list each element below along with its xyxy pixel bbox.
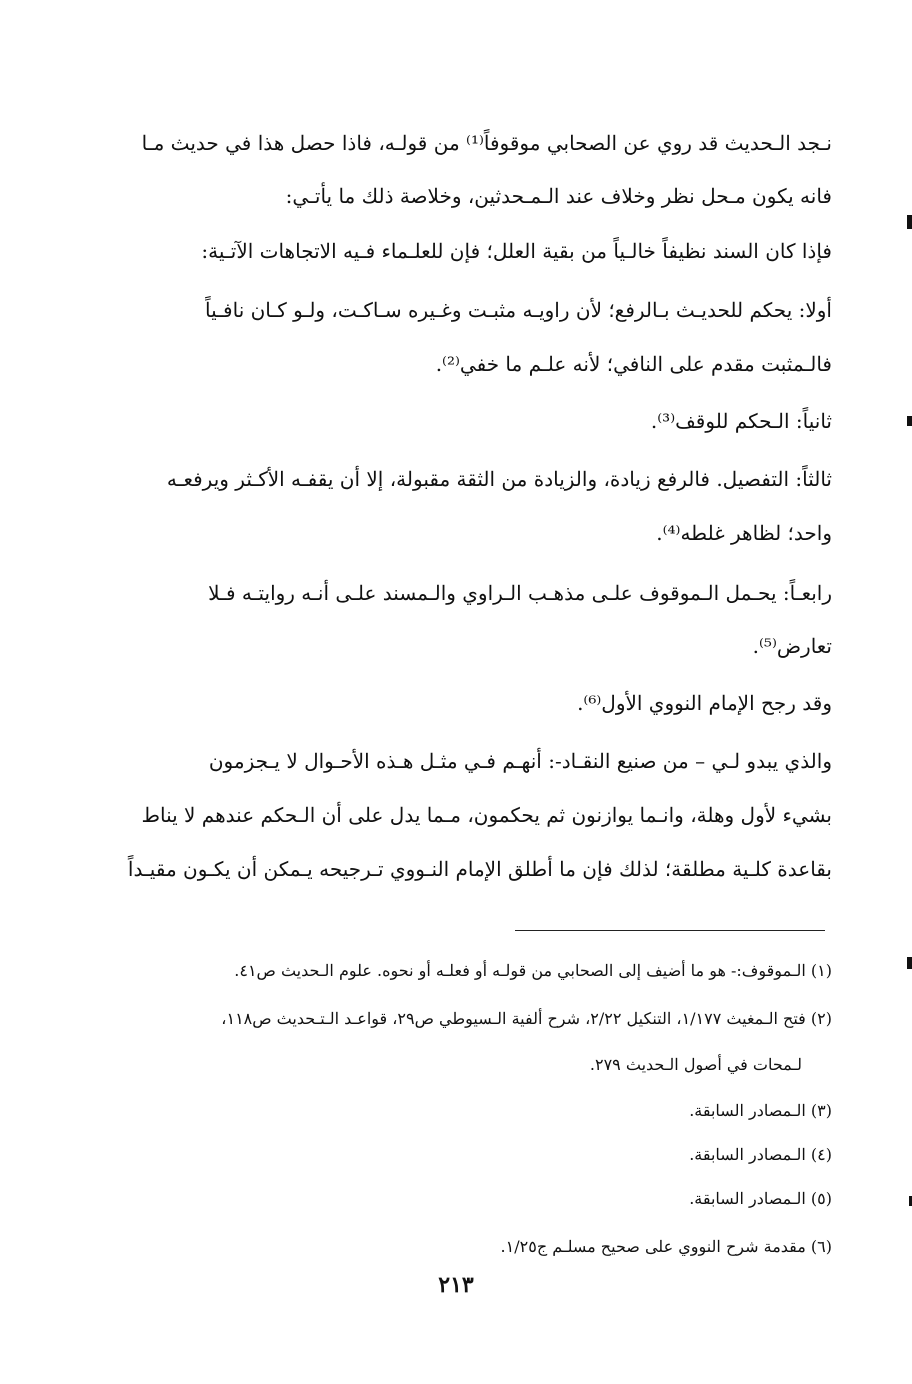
body-line-9: رابعـاً: يحـمل الـموقوف علـى مذهـب الـراوي والـمسند علـى أنـه روايتـه فـلا [208,581,832,605]
margin-mark [907,957,912,969]
margin-mark [907,416,912,426]
footnote-4: (٤) الـمصادر السابقة. [689,1145,832,1164]
body-line-10: تعارض⁽⁵⁾. [752,634,832,658]
footnote-5: (٥) الـمصادر السابقة. [689,1189,832,1208]
footnote-2-continuation: لـمحات في أصول الـحديث ٢٧٩. [589,1055,802,1074]
footnote-2: (٢) فتح الـمغيث ١/١٧٧، التنكيل ٢/٢٢، شرح ألفية الـسيوطي ص٢٩، قواعـد الـتـحديث ص١١٨، [221,1009,832,1028]
body-line-8: واحد؛ لظاهر غلطه⁽⁴⁾. [656,521,832,545]
body-line-6: ثانياً: الـحكم للوقف⁽³⁾. [650,409,832,433]
body-line-5: فالـمثبت مقدم على النافي؛ لأنه علـم ما خفي⁽²⁾. [435,352,832,376]
page-number: ٢١٣ [438,1272,474,1298]
margin-mark [907,215,912,229]
body-line-14: بقاعدة كلـية مطلقة؛ لذلك فإن ما أطلق الإمام النـووي تـرجيحه يـمكن أن يكـون مقيـداً [127,857,832,881]
body-line-7: ثالثاً: التفصيل. فالرفع زيادة، والزيادة من الثقة مقبولة، إلا أن يقفـه الأكـثر ويرفعـه [166,467,832,491]
body-line-11: وقد رجح الإمام النووي الأول⁽⁶⁾. [577,691,832,715]
footnote-separator [515,930,825,931]
body-line-2: فانه يكون مـحل نظر وخلاف عند الـمـحدثين، وخلاصة ذلك ما يأتـي: [285,184,832,208]
footnote-1: (١) الـموقوف:- هو ما أضيف إلى الصحابي من قولـه أو فعلـه أو نحوه. علوم الـحديث ص٤١. [234,961,832,980]
body-line-12: والذي يبدو لـي – من صنيع النقـاد-: أنهـم فـي مثـل هـذه الأحـوال لا يـجزمون [208,749,832,773]
footnote-6: (٦) مقدمة شرح النووي على صحيح مسلـم ج١/٢٥. [500,1237,832,1256]
body-line-1: نـجد الـحديث قد روي عن الصحابي موقوفاً⁽¹⁾ من قولـه، فاذا حصل هذا في حديث مـا [141,131,832,155]
body-line-13: بشيء لأول وهلة، وانـما يوازنون ثم يحكمون، مـما يدل على أن الـحكم عندهم لا يناط [141,803,832,827]
body-line-4: أولا: يحكم للحديـث بـالرفع؛ لأن راويـه مثبـت وغـيره سـاكـت، ولـو كـان نافـياً [205,298,832,322]
body-line-3: فإذا كان السند نظيفاً خالـياً من بقية العلل؛ فإن للعلـماء فـيه الاتجاهات الآتـية: [201,239,832,263]
footnote-3: (٣) الـمصادر السابقة. [689,1101,832,1120]
